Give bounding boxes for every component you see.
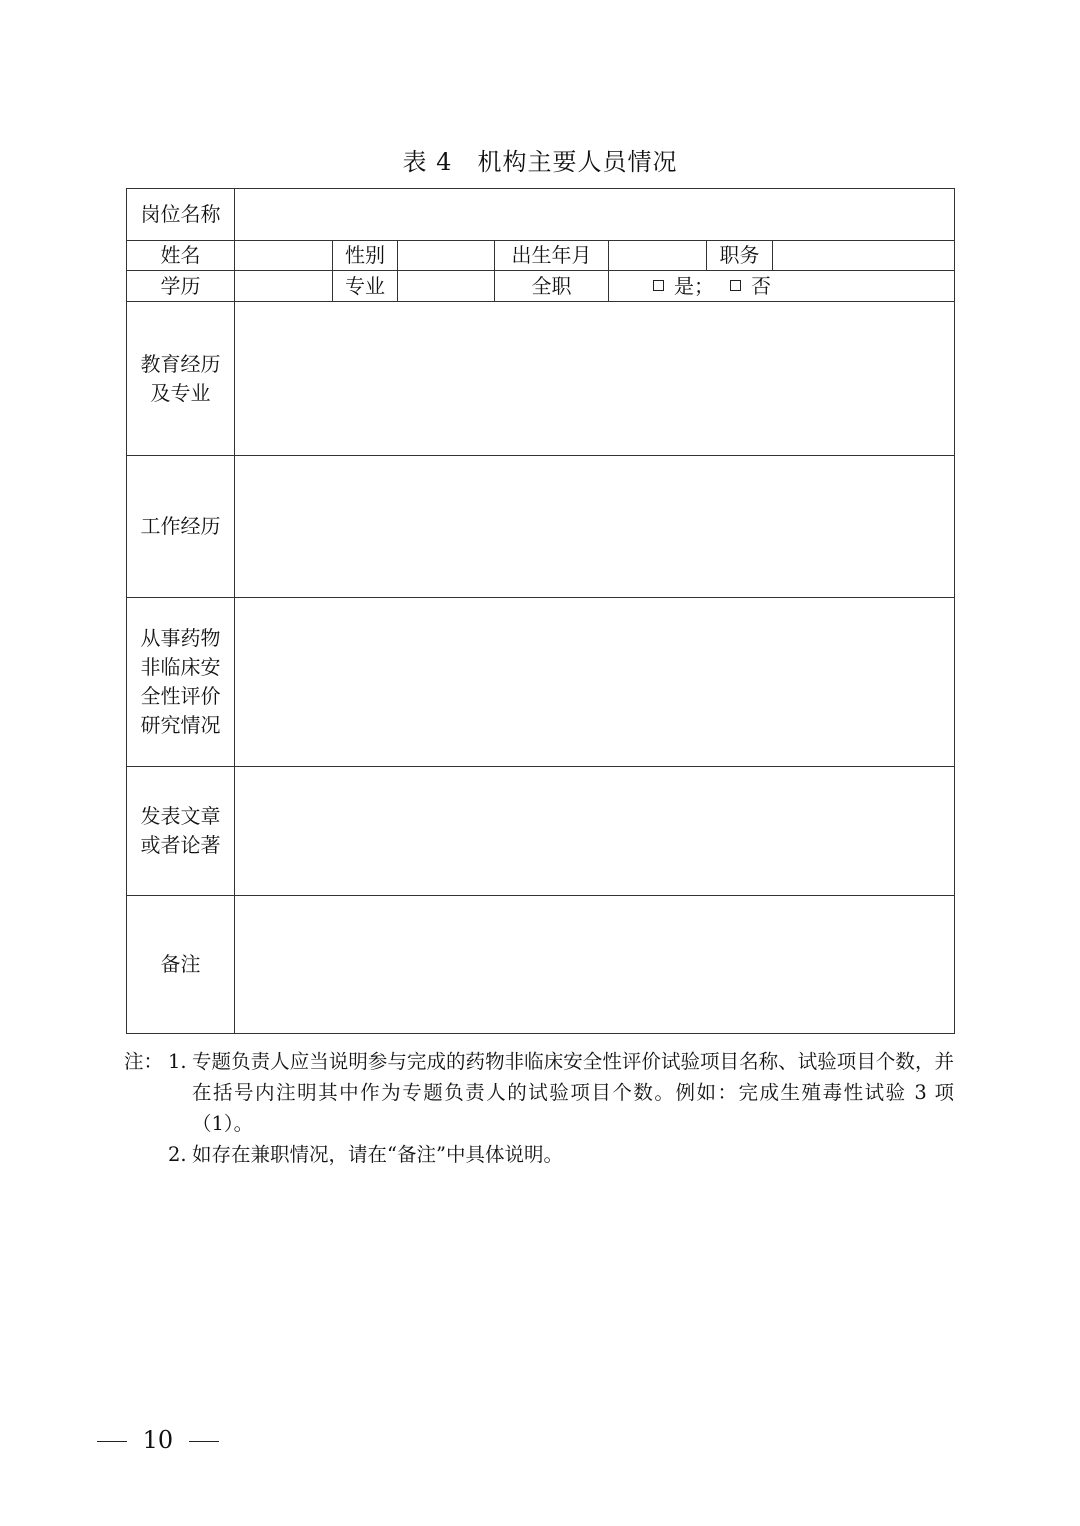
position-field[interactable] [235,189,955,241]
personnel-form-table [126,188,955,1034]
publications-field[interactable] [235,767,955,896]
birth-field[interactable] [609,241,707,271]
job-title-field[interactable] [773,241,955,271]
page-title: 表 4 机构主要人员情况 [402,148,678,176]
work-history-label: 工作经历 [127,456,235,598]
birth-label: 出生年月 [495,241,609,271]
notes-prefix: 注： [124,1050,164,1073]
publications-label: 发表文章 或者论著 [127,767,235,896]
education-label: 学历 [127,271,235,302]
note-number: 2. [168,1143,187,1166]
name-label: 姓名 [127,241,235,271]
note-text: 如存在兼职情况，请在“备注”中具体说明。 [192,1143,563,1166]
position-label: 岗位名称 [127,189,235,241]
remarks-field[interactable] [235,896,955,1034]
checkbox-yes-icon[interactable] [653,280,664,291]
job-title-label: 职务 [707,241,773,271]
note-item [124,1139,954,1170]
research-field[interactable] [235,598,955,767]
checkbox-no-icon[interactable] [730,280,741,291]
page-number-text: 10 [142,1426,174,1454]
name-field[interactable] [235,241,333,271]
major-label: 专业 [333,271,398,302]
fulltime-options-text: 是； 否 [674,273,771,298]
gender-field[interactable] [398,241,495,271]
dash-decoration [189,1441,219,1443]
remarks-label: 备注 [127,896,235,1034]
fulltime-label: 全职 [495,271,609,302]
note-number: 1. [168,1050,187,1073]
work-history-field[interactable] [235,456,955,598]
major-field[interactable] [398,271,495,302]
research-label: 从事药物 非临床安 全性评价 研究情况 [127,598,235,767]
education-field[interactable] [235,271,333,302]
notes [124,1046,954,1170]
dash-decoration [97,1441,127,1443]
note-text: 专题负责人应当说明参与完成的药物非临床安全性评价试验项目名称、试验项目个数，并在括号内注明其中作为专题负责人的试验项目个数。例如：完成生殖毒性试验 3 项（1）。 [192,1050,954,1135]
gender-label: 性别 [333,241,398,271]
edu-history-label: 教育经历 及专业 [127,302,235,456]
page-number [97,1426,219,1454]
edu-history-field[interactable] [235,302,955,456]
note-item [124,1046,954,1139]
fulltime-options[interactable] [609,271,955,302]
